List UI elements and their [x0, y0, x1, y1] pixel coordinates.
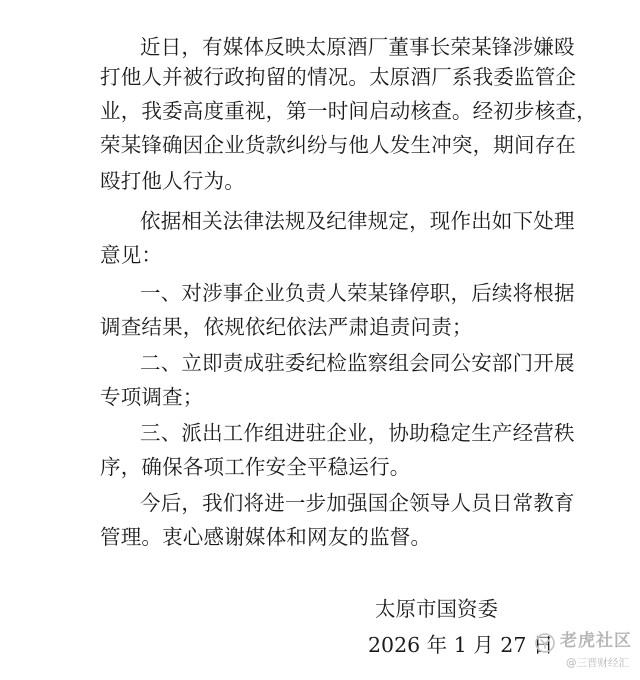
watermark-main: 老虎社区: [560, 631, 632, 651]
paragraph-line: 近日，有媒体反映太原酒厂董事长荣某锋涉嫌殴: [140, 35, 575, 59]
paragraph-line: 依据相关法律法规及纪律规定，现作出如下处理: [140, 209, 575, 233]
signature-org: 太原市国资委: [375, 597, 498, 621]
paragraph-line: 打他人并被行政拘留的情况。太原酒厂系我委监管企: [100, 65, 577, 89]
paragraph-line: 二、立即责成驻委纪检监察组会同公安部门开展: [140, 351, 575, 375]
paragraph-line: 序，确保各项工作安全平稳运行。: [100, 455, 411, 479]
watermark: [532, 628, 636, 674]
paragraph-line: 调查结果，依规依纪依法严肃追责问责；: [100, 315, 473, 339]
tiger-logo-icon: [534, 632, 556, 654]
paragraph-line: 殴打他人行为。: [100, 169, 245, 193]
paragraph-line: 意见：: [100, 243, 163, 267]
signature-date: 2026 年 1 月 27 日: [368, 633, 554, 657]
paragraph-line: 荣某锋确因企业货款纠纷与他人发生冲突，期间存在: [100, 133, 577, 157]
watermark-sub: @三晋财经汇: [566, 657, 629, 669]
paragraph-line: 一、对涉事企业负责人荣某锋停职，后续将根据: [140, 281, 575, 305]
paragraph-line: 管理。衷心感谢媒体和网友的监督。: [100, 525, 432, 549]
paragraph-line: 三、派出工作组进驻企业，协助稳定生产经营秩: [140, 421, 575, 445]
paragraph-line: 专项调查；: [100, 385, 204, 409]
paragraph-line: 业，我委高度重视，第一时间启动核查。经初步核查，: [100, 99, 597, 123]
paragraph-line: 今后，我们将进一步加强国企领导人员日常教育: [140, 491, 575, 515]
